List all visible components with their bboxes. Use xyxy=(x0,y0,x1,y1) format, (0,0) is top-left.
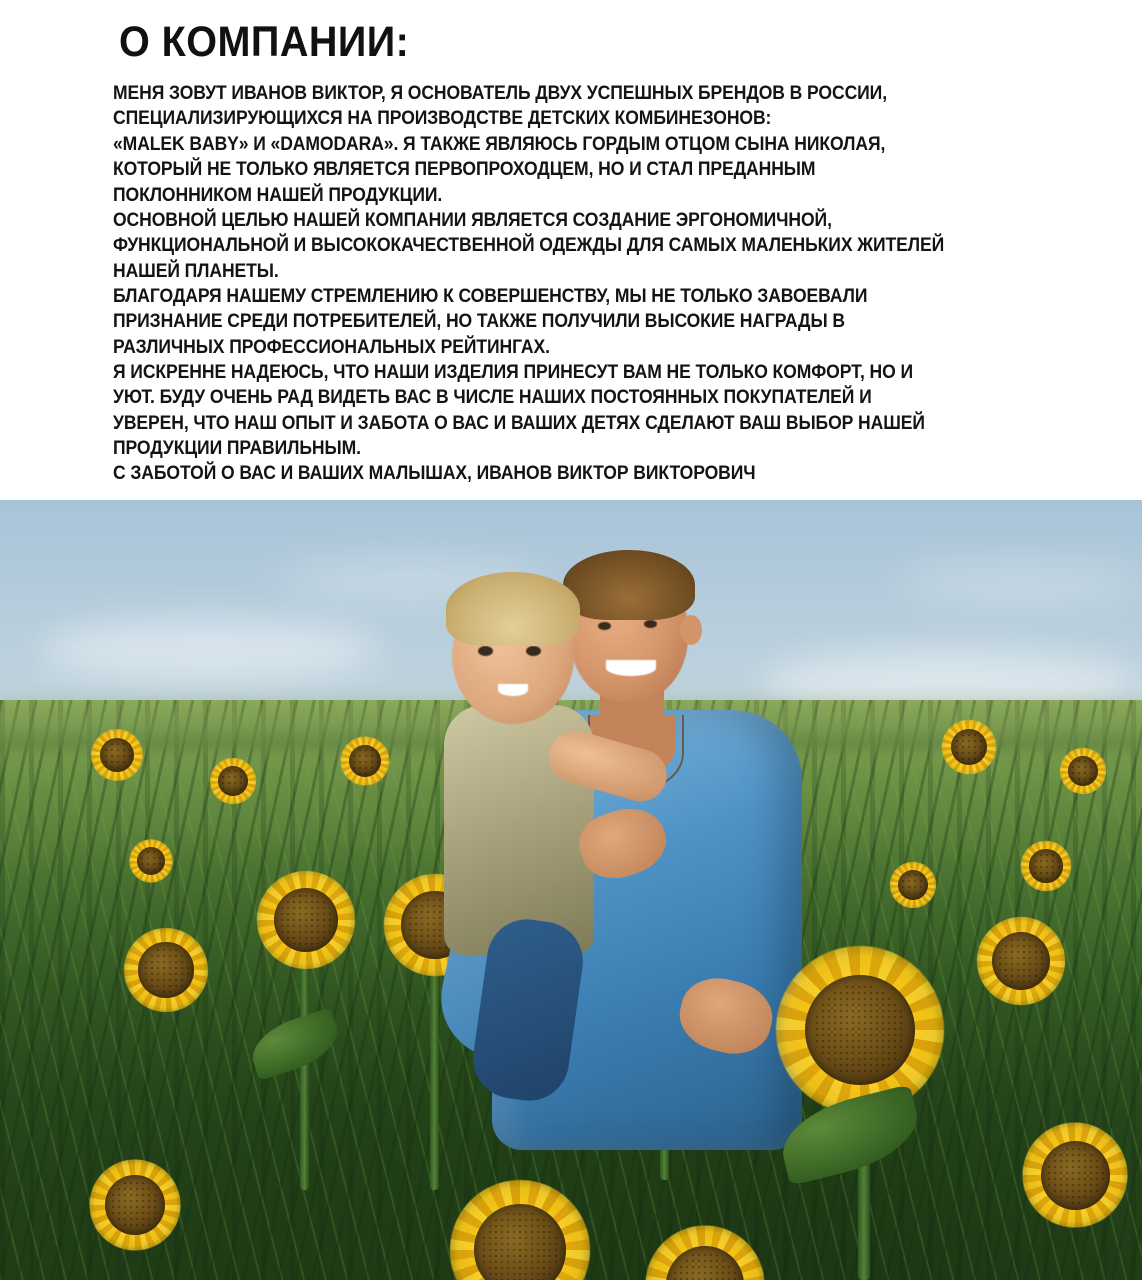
man-ear xyxy=(680,615,702,645)
man-smile xyxy=(606,660,656,676)
paragraph-5: Я ИСКРЕННЕ НАДЕЮСЬ, ЧТО НАШИ ИЗДЕЛИЯ ПРИНЕСУТ ВАМ НЕ ТОЛЬКО КОМФОРТ, НО И УЮТ. БУДУ ОЧЕНЬ РАД ВИДЕТЬ ВАС В ЧИСЛЕ НАШИХ ПОСТОЯННЫХ ПОКУПАТЕЛЕЙ И УВЕРЕН, ЧТО НАШ ОПЫТ И ЗАБОТА О ВАС И ВАШИХ ДЕТЯХ СДЕЛАЮТ ВАШ ВЫБОР НАШЕЙ ПРОДУКЦИИ ПРАВИЛЬНЫМ. xyxy=(113,360,925,459)
sunflower-foreground xyxy=(420,1150,620,1280)
sunflower-background xyxy=(1010,830,1082,902)
paragraph-1: МЕНЯ ЗОВУТ ИВАНОВ ВИКТОР, Я ОСНОВАТЕЛЬ ДВУХ УСПЕШНЫХ БРЕНДОВ В РОССИИ, СПЕЦИАЛИЗИРУЮЩИХСЯ НА ПРОИЗВОДСТВЕ ДЕТСКИХ КОМБИНЕЗОНОВ: xyxy=(113,82,887,130)
cloud-decoration xyxy=(900,560,1140,606)
sunflower-mid xyxy=(236,850,376,990)
paragraph-2: «MALEK BABY» И «DAMODARA». Я ТАКЖЕ ЯВЛЯЮСЬ ГОРДЫМ ОТЦОМ СЫНА НИКОЛАЯ, КОТОРЫЙ НЕ ТОЛЬКО ЯВЛЯЕТСЯ ПЕРВОПРОХОДЦЕМ, НО И СТАЛ ПРЕДАННЫМ ПОКЛОННИКОМ НАШЕЙ ПРОДУКЦИИ. xyxy=(113,132,886,206)
sunflower-foreground xyxy=(70,1140,200,1270)
sunflower-background xyxy=(1050,738,1116,804)
cloud-decoration xyxy=(40,620,380,680)
child-eye-left xyxy=(478,646,493,656)
sunflower-mid xyxy=(106,910,226,1030)
signature-line: С ЗАБОТОЙ О ВАС И ВАШИХ МАЛЫШАХ, ИВАНОВ ВИКТОР ВИКТОРОВИЧ xyxy=(113,462,756,485)
sunflower-background xyxy=(120,830,182,892)
sunflower-foreground xyxy=(1000,1100,1142,1250)
man-hair xyxy=(563,550,695,620)
company-photo xyxy=(0,500,1142,1280)
child-hair xyxy=(446,572,580,646)
man-eye-right xyxy=(644,620,657,628)
about-company-text-block xyxy=(113,20,1043,487)
sunflower-foreground xyxy=(620,1200,790,1280)
sunflower-background xyxy=(930,708,1008,786)
sunflower-background xyxy=(80,718,154,792)
sunflower-background xyxy=(330,726,400,796)
paragraph-3: ОСНОВНОЙ ЦЕЛЬЮ НАШЕЙ КОМПАНИИ ЯВЛЯЕТСЯ СОЗДАНИЕ ЭРГОНОМИЧНОЙ, ФУНКЦИОНАЛЬНОЙ И ВЫСОКОКАЧЕСТВЕННОЙ ОДЕЖДЫ ДЛЯ САМЫХ МАЛЕНЬКИХ ЖИТЕЛЕЙ НАШЕЙ ПЛАНЕТЫ. xyxy=(113,208,945,282)
child-eye-right xyxy=(526,646,541,656)
man-eye-left xyxy=(598,622,611,630)
paragraph-4: БЛАГОДАРЯ НАШЕМУ СТРЕМЛЕНИЮ К СОВЕРШЕНСТВУ, МЫ НЕ ТОЛЬКО ЗАВОЕВАЛИ ПРИЗНАНИЕ СРЕДИ ПОТРЕБИТЕЛЕЙ, НО ТАКЖЕ ПОЛУЧИЛИ ВЫСОКИЕ НАГРАДЫ В РАЗЛИЧНЫХ ПРОФЕССИОНАЛЬНЫХ РЕЙТИНГАХ. xyxy=(113,284,868,358)
sunflower-background xyxy=(880,852,946,918)
page-title: О КОМПАНИИ: xyxy=(119,18,410,66)
child-mouth xyxy=(498,684,528,696)
sunflower-background xyxy=(200,748,266,814)
